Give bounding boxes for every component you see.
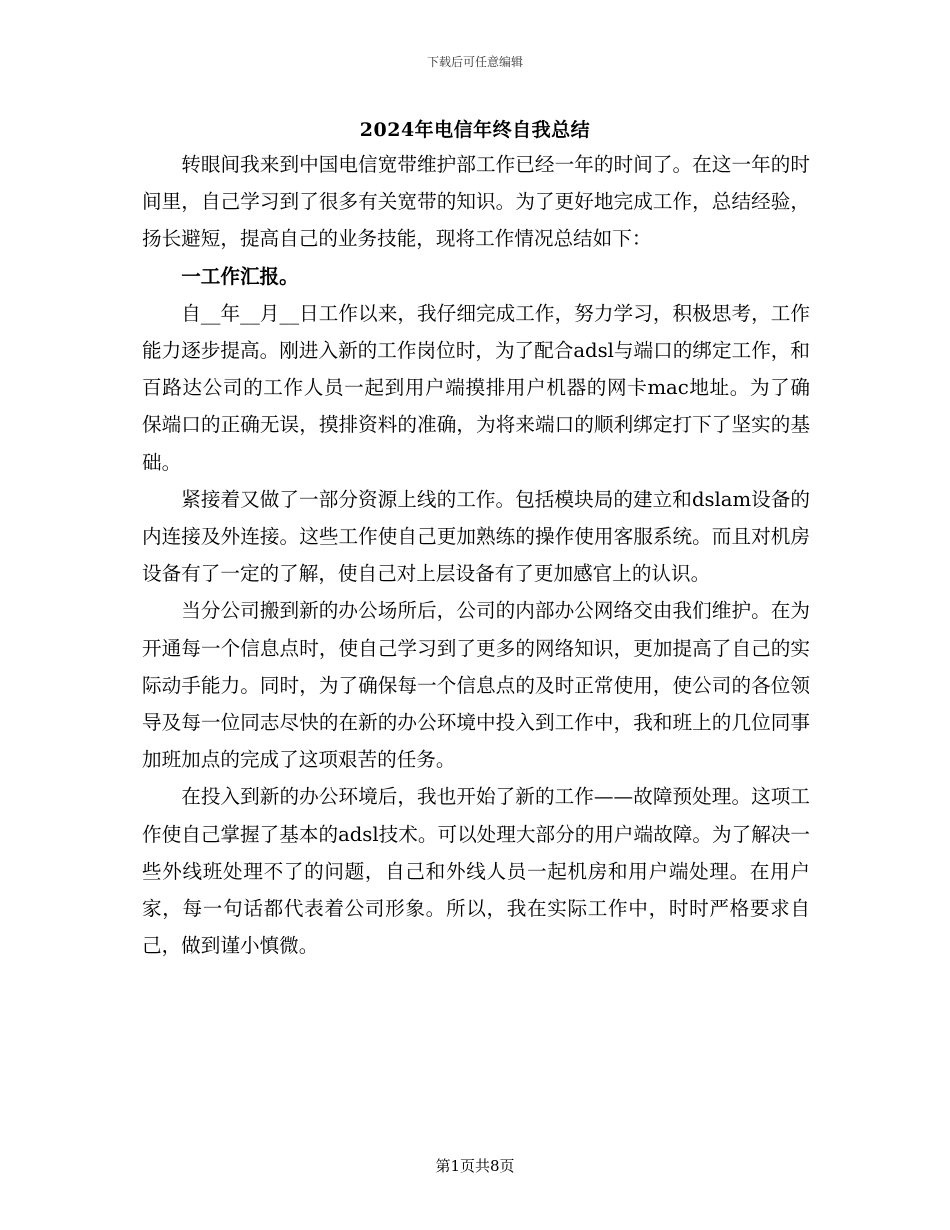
document-body [142,146,810,964]
page-indicator: 第1页共8页 [435,1157,515,1175]
header-note: 下载后可任意编辑 [426,55,523,69]
document-title: 2024年电信年终自我总结 [359,119,591,141]
paragraph-work-start: 自__年__月__日工作以来，我仔细完成工作，努力学习，积极思考，工作能力逐步提高。刚进入新的工作岗位时，为了配合adsl与端口的绑定工作，和百路达公司的工作人员一起到用户端摸排用户机器的网卡mac地址。为了确保端口的正确无误，摸排资料的准确，为将来端口的顺利绑定打下了坚实的基础。 [142,301,810,474]
paragraph-intro: 转眼间我来到中国电信宽带维护部工作已经一年的时间了。在这一年的时间里，自己学习到了很多有关宽带的知识。为了更好地完成工作，总结经验，扬长避短，提高自己的业务技能，现将工作情况总结如下： [142,153,810,251]
section-heading: 一工作汇报。 [181,264,299,288]
paragraph-fault-handling: 在投入到新的办公环境后，我也开始了新的工作——故障预处理。这项工作使自己掌握了基本的adsl技术。可以处理大部分的用户端故障。为了解决一些外线班处理不了的问题，自己和外线人员一起机房和用户端处理。在用户家，每一句话都代表着公司形象。所以，我在实际工作中，时时严格要求自己，做到谨小慎微。 [142,785,810,958]
paragraph-office-network: 当分公司搬到新的办公场所后，公司的内部办公网络交由我们维护。在为开通每一个信息点时，使自己学习到了更多的网络知识，更加提高了自己的实际动手能力。同时，为了确保每一个信息点的及时正常使用，使公司的各位领导及每一位同志尽快的在新的办公环境中投入到工作中，我和班上的几位同事加班加点的完成了这项艰苦的任务。 [142,599,810,772]
paragraph-resources: 紧接着又做了一部分资源上线的工作。包括模块局的建立和dslam设备的内连接及外连接。这些工作使自己更加熟练的操作使用客服系统。而且对机房设备有了一定的了解，使自己对上层设备有了更加感官上的认识。 [142,487,810,586]
